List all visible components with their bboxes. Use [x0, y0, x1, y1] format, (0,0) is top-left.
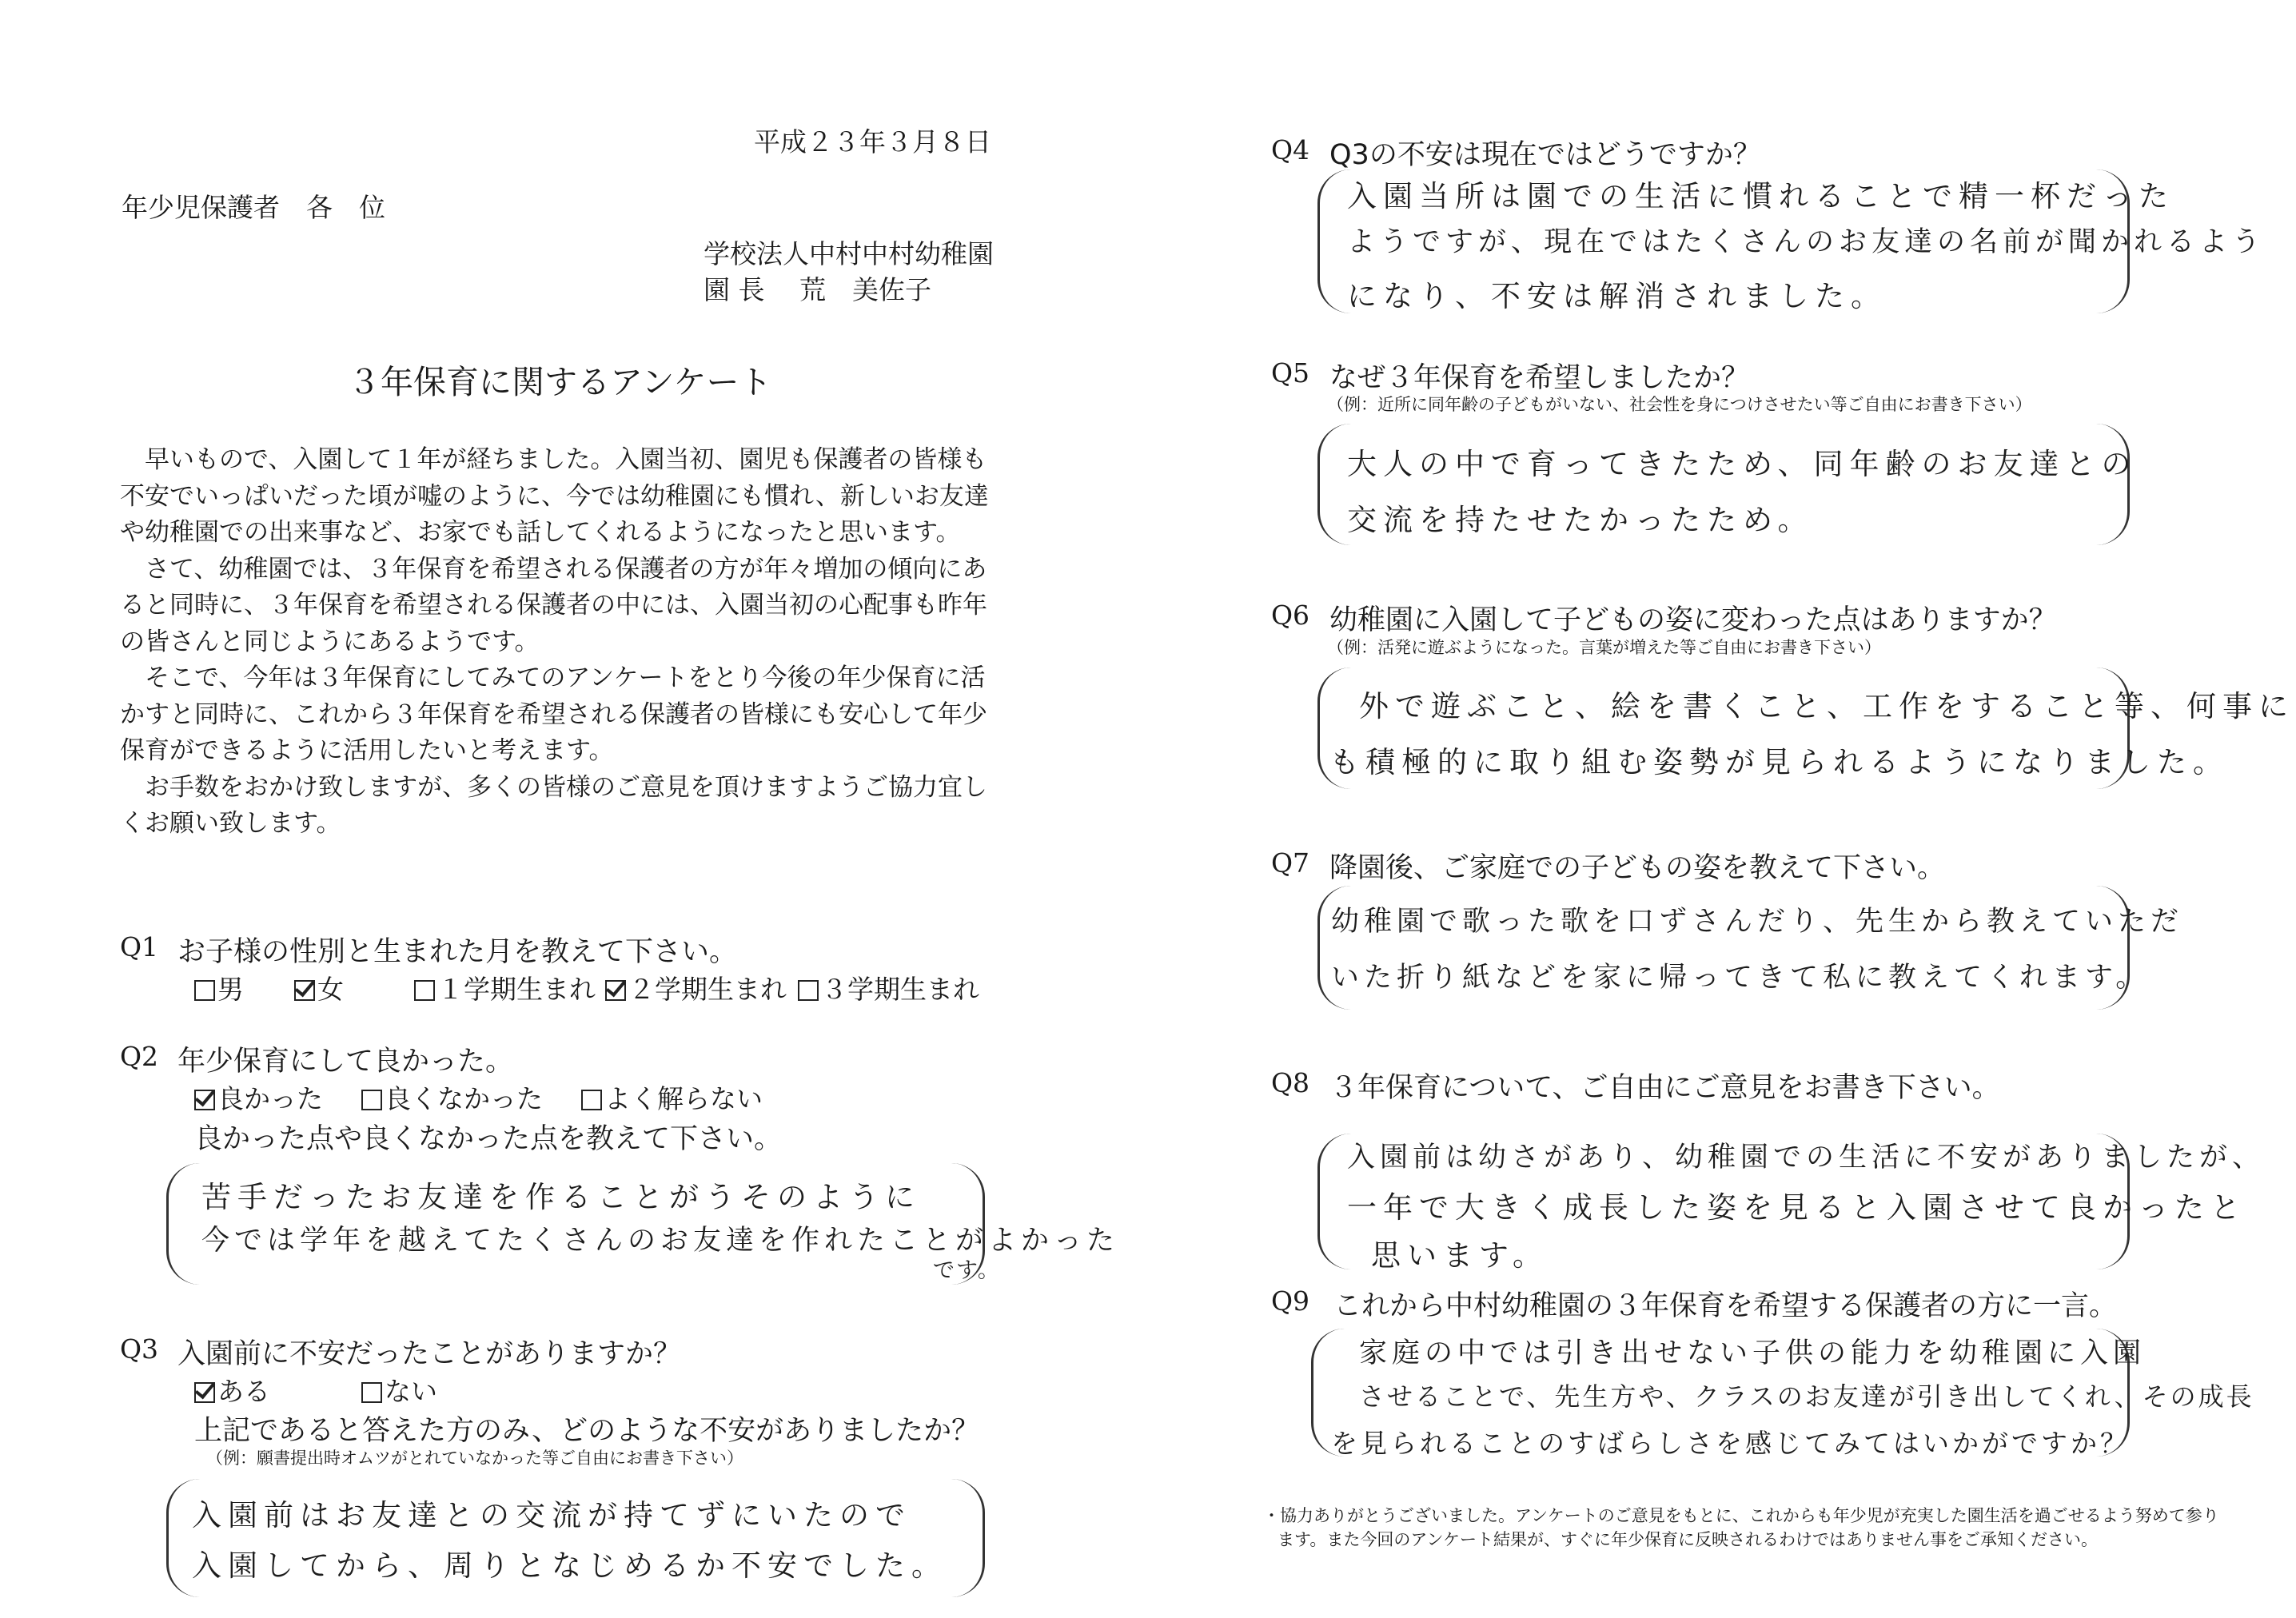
- q9-answer-line: させることで、先生方や、クラスのお友達が引き出してくれ、その成長: [1359, 1381, 2254, 1412]
- q3-example: （例：願書提出時オムツがとれていなかった等ご自由にお書き下さい）: [206, 1449, 743, 1468]
- footer-note: ・協力ありがとうございました。アンケートのご意見をもとに、これからも年少児が充実した園生活を過ごせるよう努めて参り: [1263, 1506, 2219, 1525]
- q6-example: （例：活発に遊ぶようになった。言葉が増えた等ご自由にお書き下さい）: [1327, 638, 1881, 657]
- q2-answer-line: です。: [933, 1258, 1001, 1283]
- q6-answer-line: 外で遊ぶこと、絵を書くこと、工作をすること等、何事に: [1359, 689, 2294, 723]
- q2-number: Q2: [120, 1041, 159, 1072]
- footer-note: ます。また今回のアンケート結果が、すぐに年少保育に反映されるわけではありません事をご承知ください。: [1278, 1530, 2099, 1549]
- q2-answer-line: 苦手だったお友達を作ることがうそのように: [201, 1180, 921, 1214]
- q9-answer-line: を見られることのすばらしさを感じてみてはいかがですか？: [1331, 1428, 2130, 1459]
- q7-answer-line: いた折り紙などを家に帰ってきて私に教えてくれます。: [1331, 962, 2149, 994]
- checkbox-unchecked[interactable]: [798, 980, 819, 1001]
- q1-option[interactable]: ２学期生まれ: [605, 969, 787, 1006]
- document-date: 平成２３年３月８日: [754, 126, 991, 157]
- q8-answer-line: 思います。: [1371, 1238, 1549, 1273]
- q3-question: 入園前に不安だったことがありますか？: [177, 1338, 682, 1370]
- q4-question: Q3の不安は現在ではどうですか？: [1329, 139, 1761, 171]
- q4-answer-line: になり、不安は解消されました。: [1347, 279, 1887, 313]
- q1-option[interactable]: ３学期生まれ: [798, 969, 979, 1006]
- q5-question: なぜ３年保育を希望しましたか？: [1329, 362, 1750, 394]
- q2-subquestion: 良かった点や良くなかった点を教えて下さい。: [194, 1123, 783, 1155]
- q9-number: Q9: [1271, 1285, 1310, 1317]
- intro-paragraph: お手数をおかけ致しますが、多くの皆様のご意見を頂けますようご協力宜しくお願い致します。: [120, 772, 987, 838]
- q3-option[interactable]: ない: [361, 1371, 437, 1409]
- survey-title: ３年保育に関するアンケート: [348, 363, 772, 401]
- q2-option[interactable]: 良かった: [194, 1078, 323, 1116]
- q2-question: 年少保育にして良かった。: [177, 1046, 514, 1078]
- q1-number: Q1: [120, 931, 159, 962]
- q8-answer-line: 一年で大きく成長した姿を見ると入園させて良かったと: [1347, 1190, 2246, 1225]
- q2-answer-line: 今では学年を越えてたくさんのお友達を作れたことがよかった: [201, 1225, 1120, 1257]
- checkbox-checked[interactable]: [605, 980, 626, 1001]
- checkbox-unchecked[interactable]: [414, 980, 435, 1001]
- q1-option[interactable]: 女: [294, 969, 344, 1006]
- recipient-line: 年少児保護者 各 位: [122, 192, 385, 223]
- q1-option[interactable]: １学期生まれ: [414, 969, 596, 1006]
- q7-question: 降園後、ご家庭での子どもの姿を教えて下さい。: [1329, 852, 1946, 884]
- q6-answer-line: も積極的に取り組む姿勢が見られるようになりました。: [1329, 745, 2229, 779]
- q7-number: Q7: [1271, 847, 1310, 879]
- q8-answer-line: 入園前は幼さがあり、幼稚園での生活に不安がありましたが、: [1347, 1142, 2266, 1174]
- intro-paragraph: 早いもので、入園して１年が経ちました。入園当初、園児も保護者の皆様も不安でいっぱいだった頃が嘘のように、今では幼稚園にも慣れ、新しいお友達や幼稚園での出来事など、お家でも話してくれるようになったと思います。: [120, 445, 989, 547]
- q3-subquestion: 上記であると答えた方のみ、どのような不安がありましたか？: [194, 1415, 980, 1447]
- checkbox-checked[interactable]: [194, 1382, 215, 1403]
- q3-number: Q3: [120, 1333, 159, 1365]
- intro-paragraph: さて、幼稚園では、３年保育を希望される保護者の方が年々増加の傾向にあると同時に、３年保育を希望される保護者の中には、入園当初の心配事も昨年の皆さんと同じようにあるようです。: [120, 554, 987, 656]
- checkbox-checked[interactable]: [194, 1090, 215, 1110]
- q4-answer-line: 入園当所は園での生活に慣れることで精一杯だった: [1347, 179, 2174, 213]
- checkbox-unchecked[interactable]: [361, 1382, 382, 1403]
- q5-number: Q5: [1271, 357, 1310, 389]
- q4-number: Q4: [1271, 134, 1310, 165]
- q2-option[interactable]: よく解らない: [581, 1078, 763, 1116]
- checkbox-unchecked[interactable]: [361, 1090, 382, 1110]
- checkbox-checked[interactable]: [294, 980, 315, 1001]
- checkbox-unchecked[interactable]: [581, 1090, 602, 1110]
- q8-number: Q8: [1271, 1067, 1310, 1098]
- q3-answer-line: 入園前はお友達との交流が持てずにいたので: [192, 1498, 911, 1532]
- q8-question: ３年保育について、ご自由にご意見をお書き下さい。: [1329, 1072, 2000, 1104]
- q5-answer-line: 交流を持たせたかったため。: [1347, 503, 1814, 537]
- q3-option[interactable]: ある: [194, 1371, 270, 1409]
- q7-answer-line: 幼稚園で歌った歌を口ずさんだり、先生から教えていただ: [1331, 906, 2184, 938]
- checkbox-unchecked[interactable]: [194, 980, 215, 1001]
- q1-option[interactable]: 男: [194, 969, 244, 1006]
- q6-number: Q6: [1271, 600, 1310, 631]
- q5-example: （例：近所に同年齢の子どもがいない、社会性を身につけさせたい等ご自由にお書き下さい）: [1327, 395, 2032, 414]
- intro-paragraph: そこで、今年は３年保育にしてみてのアンケートをとり今後の年少保育に活かすと同時に、これから３年保育を希望される保護者の皆様にも安心して年少保育ができるように活用したいと考えます。: [120, 664, 987, 765]
- q1-question: お子様の性別と生まれた月を教えて下さい。: [177, 936, 738, 968]
- intro-text: [120, 442, 1007, 843]
- q5-answer-line: 大人の中で育ってきたため、同年齢のお友達との: [1347, 447, 2138, 481]
- q9-answer-line: 家庭の中では引き出せない子供の能力を幼稚園に入園: [1359, 1337, 2147, 1369]
- q6-question: 幼稚園に入園して子どもの姿に変わった点はありますか？: [1329, 604, 2057, 636]
- q3-answer-line: 入園してから、周りとなじめるか不安でした。: [192, 1548, 947, 1583]
- school-name: 学校法人中村中村幼稚園: [704, 238, 994, 269]
- q4-answer-line: ようですが、現在ではたくさんのお友達の名前が聞かれるよう: [1347, 226, 2266, 258]
- q2-option[interactable]: 良くなかった: [361, 1078, 543, 1116]
- principal-name: 園 長 荒 美佐子: [704, 274, 931, 305]
- q9-question: これから中村幼稚園の３年保育を希望する保護者の方に一言。: [1333, 1290, 2118, 1322]
